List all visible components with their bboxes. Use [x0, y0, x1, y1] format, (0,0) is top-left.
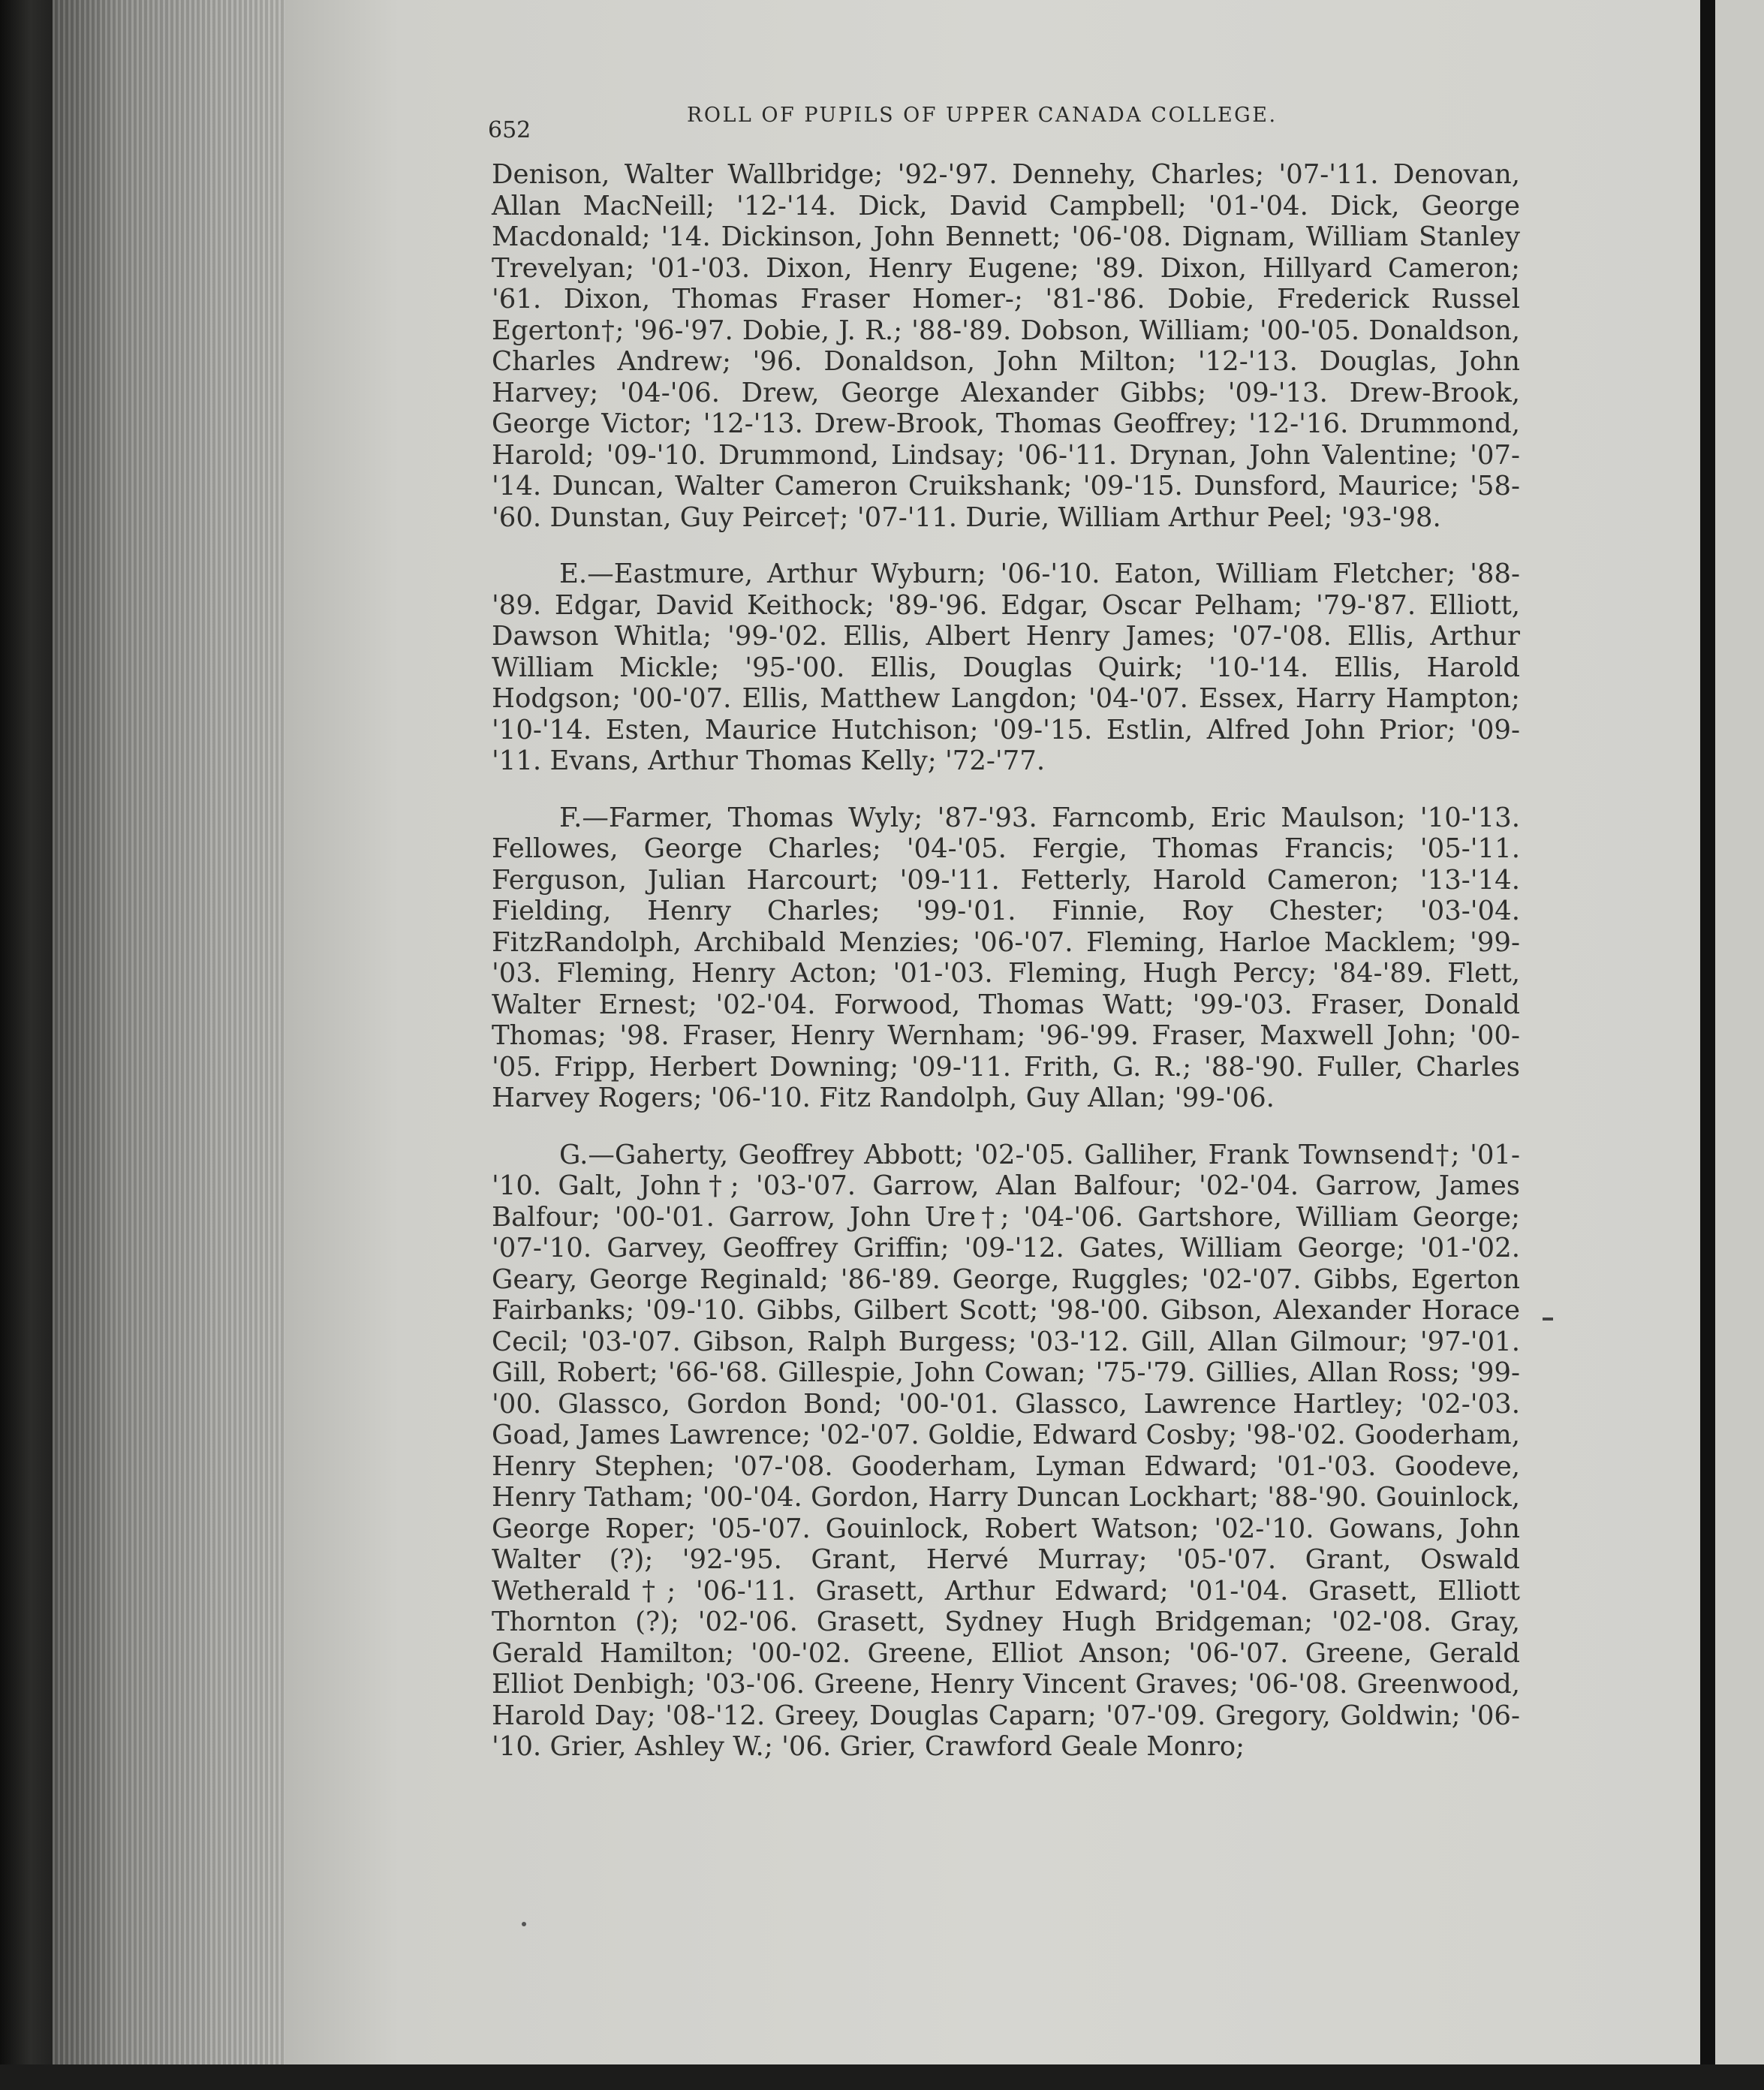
- roll-content: [492, 159, 1520, 1788]
- page-speck: [522, 1922, 526, 1926]
- paragraph-g: G.—Gaherty, Geoffrey Abbott; '02-'05. Galliher, Frank Townsend†; '01-'10. Galt, John†; '03-'07. Garrow, Alan Balfour; '02-'04. Garrow, James Balfour; '00-'01. Garrow, John Ure†; '04-'06. Gartshore, William George; '07-'10. Garvey, Geoffrey Griffin; '09-'12. Gates, William George; '01-'02. Geary, George Reginald; '86-'89. George, Ruggles; '02-'07. Gibbs, Egerton Fairbanks; '09-'10. Gibbs, Gilbert Scott; '98-'00. Gibson, Alexander Horace Cecil; '03-'07. Gibson, Ralph Burgess; '03-'12. Gill, Allan Gilmour; '97-'01. Gill, Robert; '66-'68. Gillespie, John Cowan; '75-'79. Gillies, Allan Ross; '99-'00. Glassco, Gordon Bond; '00-'01. Glassco, Lawrence Hartley; '02-'03. Goad, James Lawrence; '02-'07. Goldie, Edward Cosby; '98-'02. Gooderham, Henry Stephen; '07-'08. Gooderham, Lyman Edward; '01-'03. Goodeve, Henry Tatham; '00-'04. Gordon, Harry Duncan Lockhart; '88-'90. Gouinlock, George Roper; '05-'07. Gouinlock, Robert Watson; '02-'10. Gowans, John Walter (?); '92-'95. Grant, Hervé Murray; '05-'07. Grant, Oswald Wetherald†; '06-'11. Grasett, Arthur Edward; '01-'04. Grasett, Elliott Thornton (?); '02-'06. Grasett, Sydney Hugh Bridgeman; '02-'08. Gray, Gerald Hamilton; '00-'02. Greene, Elliot Anson; '06-'07. Greene, Gerald Elliot Denbigh; '03-'06. Greene, Henry Vincent Graves; '06-'08. Greenwood, Harold Day; '08-'12. Greey, Douglas Caparn; '07-'09. Gregory, Goldwin; '06-'10. Grier, Ashley W.; '06. Grier, Crawford Geale Monro;: [492, 1139, 1520, 1762]
- right-border: [1700, 0, 1715, 2090]
- page-header: [488, 104, 1528, 149]
- paragraph-d: Denison, Walter Wallbridge; '92-'97. Dennehy, Charles; '07-'11. Denovan, Allan MacNeill; '12-'14. Dick, David Campbell; '01-'04. Dick, George Macdonald; '14. Dickinson, John Bennett; '06-'08. Dignam, William Stanley Trevelyan; '01-'03. Dixon, Henry Eugene; '89. Dixon, Hillyard Cameron; '61. Dixon, Thomas Fraser Homer-; '81-'86. Dobie, Frederick Russel Egerton†; '96-'97. Dobie, J. R.; '88-'89. Dobson, William; '00-'05. Donaldson, Charles Andrew; '96. Donaldson, John Milton; '12-'13. Douglas, John Harvey; '04-'06. Drew, George Alexander Gibbs; '09-'13. Drew-Brook, George Victor; '12-'13. Drew-Brook, Thomas Geoffrey; '12-'16. Drummond, Harold; '09-'10. Drummond, Lindsay; '06-'11. Drynan, John Valentine; '07-'14. Duncan, Walter Cameron Cruikshank; '09-'15. Dunsford, Maurice; '58-'60. Dunstan, Guy Peirce†; '07-'11. Durie, William Arthur Peel; '93-'98.: [492, 159, 1520, 533]
- page-edges: [53, 0, 323, 2090]
- right-margin: [1715, 0, 1764, 2090]
- bottom-strip: [0, 2064, 1764, 2090]
- page-number: 652: [488, 117, 531, 143]
- paragraph-e: E.—Eastmure, Arthur Wyburn; '06-'10. Eaton, William Fletcher; '88-'89. Edgar, David Keithock; '89-'96. Edgar, Oscar Pelham; '79-'87. Elliott, Dawson Whitla; '99-'02. Ellis, Albert Henry James; '07-'08. Ellis, Arthur William Mickle; '95-'00. Ellis, Douglas Quirk; '10-'14. Ellis, Harold Hodgson; '00-'07. Ellis, Matthew Langdon; '04-'07. Essex, Harry Hampton; '10-'14. Esten, Maurice Hutchison; '09-'15. Estlin, Alfred John Prior; '09-'11. Evans, Arthur Thomas Kelly; '72-'77.: [492, 559, 1520, 776]
- margin-mark: [1543, 1318, 1553, 1321]
- running-head: ROLL OF PUPILS OF UPPER CANADA COLLEGE.: [687, 104, 1278, 127]
- paragraph-f: F.—Farmer, Thomas Wyly; '87-'93. Farncomb, Eric Maulson; '10-'13. Fellowes, George Charles; '04-'05. Fergie, Thomas Francis; '05-'11. Ferguson, Julian Harcourt; '09-'11. Fetterly, Harold Cameron; '13-'14. Fielding, Henry Charles; '99-'01. Finnie, Roy Chester; '03-'04. FitzRandolph, Archibald Menzies; '06-'07. Fleming, Harloe Macklem; '99-'03. Fleming, Henry Acton; '01-'03. Fleming, Hugh Percy; '84-'89. Flett, Walter Ernest; '02-'04. Forwood, Thomas Watt; '99-'03. Fraser, Donald Thomas; '98. Fraser, Henry Wernham; '96-'99. Fraser, Maxwell John; '00-'05. Fripp, Herbert Downing; '09-'11. Frith, G. R.; '88-'90. Fuller, Charles Harvey Rogers; '06-'10. Fitz Randolph, Guy Allan; '99-'06.: [492, 802, 1520, 1113]
